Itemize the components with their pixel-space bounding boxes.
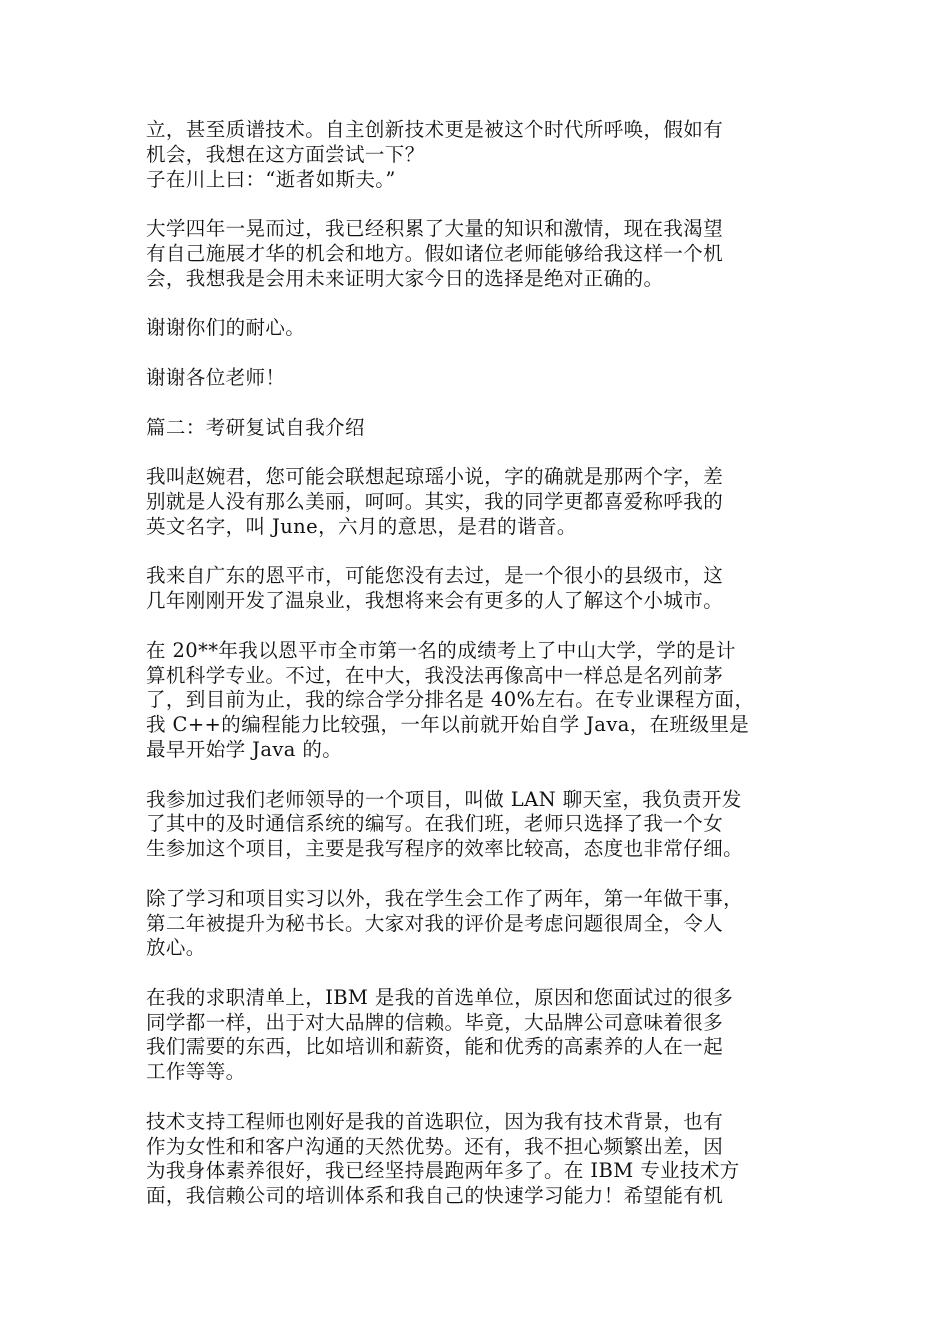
text-line: 英文名字，叫 June，六月的意思，是君的谐音。 (146, 514, 577, 538)
text-line: 机会，我想在这方面尝试一下？ (146, 142, 425, 166)
text-line: 别就是人没有那么美丽，呵呵。其实，我的同学更都喜爱称呼我的 (146, 489, 724, 513)
paragraph (146, 416, 806, 441)
paragraph (146, 788, 806, 862)
paragraph (146, 316, 806, 341)
text-line: 大学四年一晃而过，我已经积累了大量的知识和激情，现在我渴望 (146, 217, 724, 241)
text-line: 谢谢各位老师！ (146, 365, 286, 389)
text-line: 在 20**年我以恩平市全市第一名的成绩考上了中山大学，学的是计 (146, 638, 736, 662)
text-line: 工作等等。 (146, 1060, 246, 1084)
document-body (146, 118, 806, 1234)
text-line: 子在川上曰：“逝者如斯夫。” (146, 167, 396, 191)
paragraph (146, 118, 806, 192)
text-line: 最早开始学 Java 的。 (146, 737, 343, 761)
text-line: 我叫赵婉君，您可能会联想起琼瑶小说，字的确就是那两个字，差 (146, 465, 724, 489)
paragraph (146, 1110, 806, 1209)
paragraph (146, 217, 806, 291)
text-line: 技术支持工程师也刚好是我的首选职位，因为我有技术背景，也有 (146, 1109, 724, 1133)
text-line: 我来自广东的恩平市，可能您没有去过，是一个很小的县级市，这 (146, 564, 724, 588)
paragraph (146, 564, 806, 614)
paragraph (146, 366, 806, 391)
text-line: 面，我信赖公司的培训体系和我自己的快速学习能力！希望能有机 (146, 1184, 724, 1208)
text-line: 谢谢你们的耐心。 (146, 316, 306, 340)
text-line: 生参加这个项目，主要是我写程序的效率比较高，态度也非常仔细。 (146, 837, 744, 861)
text-line: 除了学习和项目实习以外，我在学生会工作了两年，第一年做干事， (146, 886, 744, 910)
text-line: 我 C++的编程能力比较强，一年以前就开始自学 Java，在班级里是 (146, 713, 750, 737)
text-line: 几年刚刚开发了温泉业，我想将来会有更多的人了解这个小城市。 (146, 589, 724, 613)
text-line: 会，我想我是会用未来证明大家今日的选择是绝对正确的。 (146, 266, 664, 290)
text-line: 篇二：考研复试自我介绍 (146, 415, 365, 439)
paragraph (146, 639, 806, 763)
text-line: 算机科学专业。不过，在中大，我没法再像高中一样总是名列前茅 (146, 663, 724, 687)
text-line: 我们需要的东西，比如培训和薪资，能和优秀的高素养的人在一起 (146, 1035, 724, 1059)
text-line: 同学都一样，出于对大品牌的信赖。毕竟，大品牌公司意味着很多 (146, 1010, 724, 1034)
text-line: 了其中的及时通信系统的编写。在我们班，老师只选择了我一个女 (146, 812, 724, 836)
text-line: 第二年被提升为秘书长。大家对我的评价是考虑问题很周全，令人 (146, 911, 724, 935)
text-line: 了，到目前为止，我的综合学分排名是 40%左右。在专业课程方面， (146, 688, 755, 712)
text-line: 有自己施展才华的机会和地方。假如诸位老师能够给我这样一个机 (146, 241, 724, 265)
text-line: 为我身体素养很好，我已经坚持晨跑两年多了。在 IBM 专业技术方 (146, 1159, 740, 1183)
text-line: 放心。 (146, 936, 206, 960)
paragraph (146, 986, 806, 1085)
text-line: 立，甚至质谱技术。自主创新技术更是被这个时代所呼唤，假如有 (146, 118, 724, 141)
paragraph (146, 887, 806, 961)
paragraph (146, 465, 806, 539)
text-line: 我参加过我们老师领导的一个项目，叫做 LAN 聊天室，我负责开发 (146, 787, 742, 811)
text-line: 在我的求职清单上，IBM 是我的首选单位，原因和您面试过的很多 (146, 985, 734, 1009)
text-line: 作为女性和和客户沟通的天然优势。还有，我不担心频繁出差，因 (146, 1134, 724, 1158)
